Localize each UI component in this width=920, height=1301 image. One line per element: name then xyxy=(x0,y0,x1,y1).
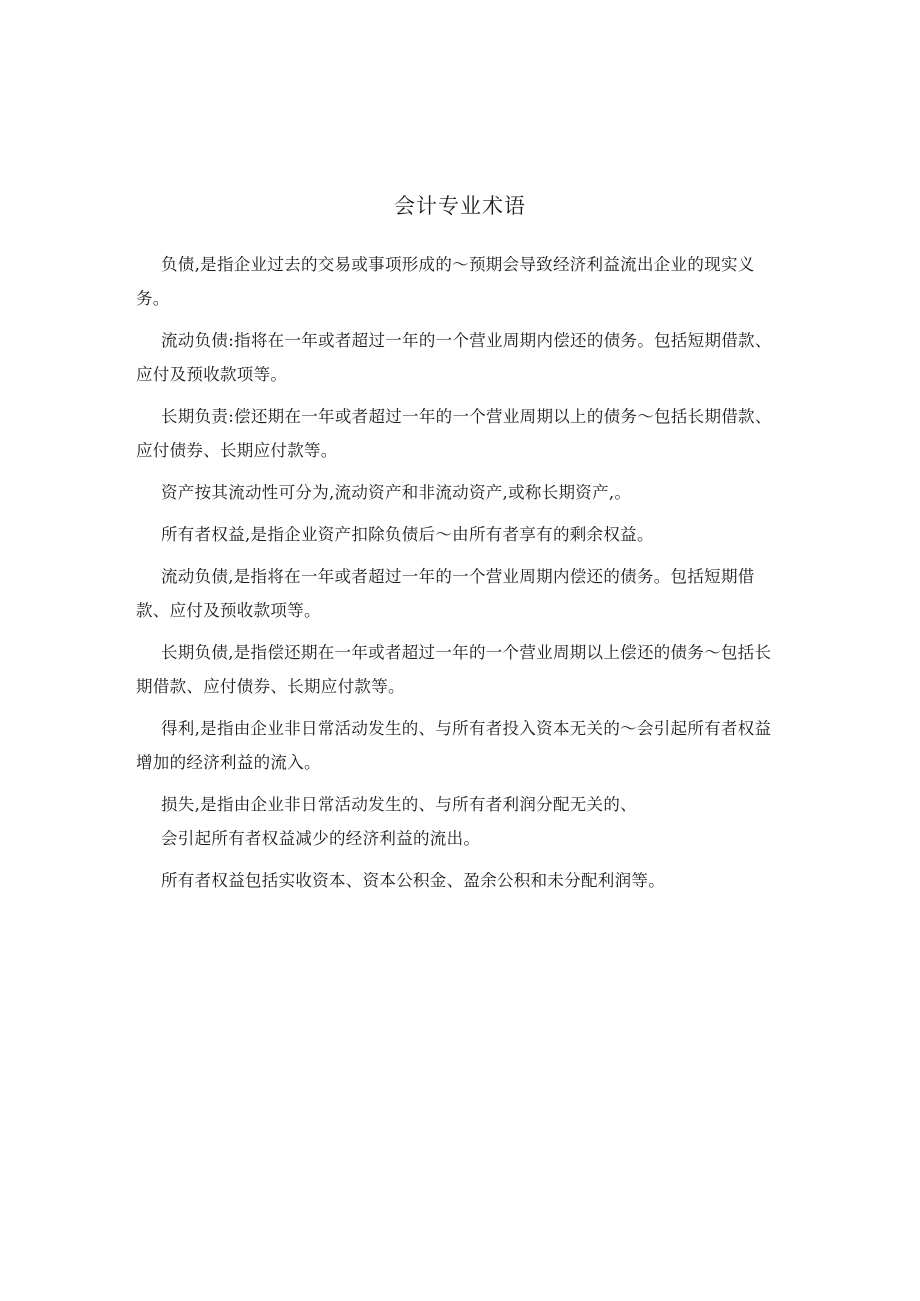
paragraph-asset-classification: 资产按其流动性可分为,流动资产和非流动资产,或称长期资产,。 xyxy=(161,483,632,502)
paragraph-losses-continued: 会引起所有者权益减少的经济利益的流出。 xyxy=(161,829,481,848)
paragraph-long-term-liabilities-2: 长期负债,是指偿还期在一年或者超过一年的一个营业周期以上偿还的债务～包括长期借款、应付债券、长期应付款等。 xyxy=(136,643,772,696)
paragraph-long-term-liabilities: 长期负责:偿还期在一年或者超过一年的一个营业周期以上的债务～包括长期借款、应付债券、长期应付款等。 xyxy=(136,407,772,460)
paragraph-gains: 得利,是指由企业非日常活动发生的、与所有者投入资本无关的～会引起所有者权益增加的经济利益的流入。 xyxy=(136,719,772,772)
paragraph-current-liabilities: 流动负债:指将在一年或者超过一年的一个营业周期内偿还的债务。包括短期借款、应付及预收款项等。 xyxy=(136,331,772,384)
paragraph-losses: 损失,是指由企业非日常活动发生的、与所有者利润分配无关的、 xyxy=(161,795,637,814)
paragraph-liability-definition: 负债,是指企业过去的交易或事项形成的～预期会导致经济利益流出企业的现实义务。 xyxy=(136,255,755,308)
paragraph-owners-equity: 所有者权益,是指企业资产扣除负债后～由所有者享有的剩余权益。 xyxy=(161,525,654,544)
paragraph-equity-components: 所有者权益包括实收资本、资本公积金、盈余公积和未分配利润等。 xyxy=(161,871,665,890)
paragraph-current-liabilities-2: 流动负债,是指将在一年或者超过一年的一个营业周期内偿还的债务。包括短期借款、应付及预收款项等。 xyxy=(136,567,755,620)
document-title: 会计专业术语 xyxy=(394,194,526,218)
document-body xyxy=(136,248,786,906)
